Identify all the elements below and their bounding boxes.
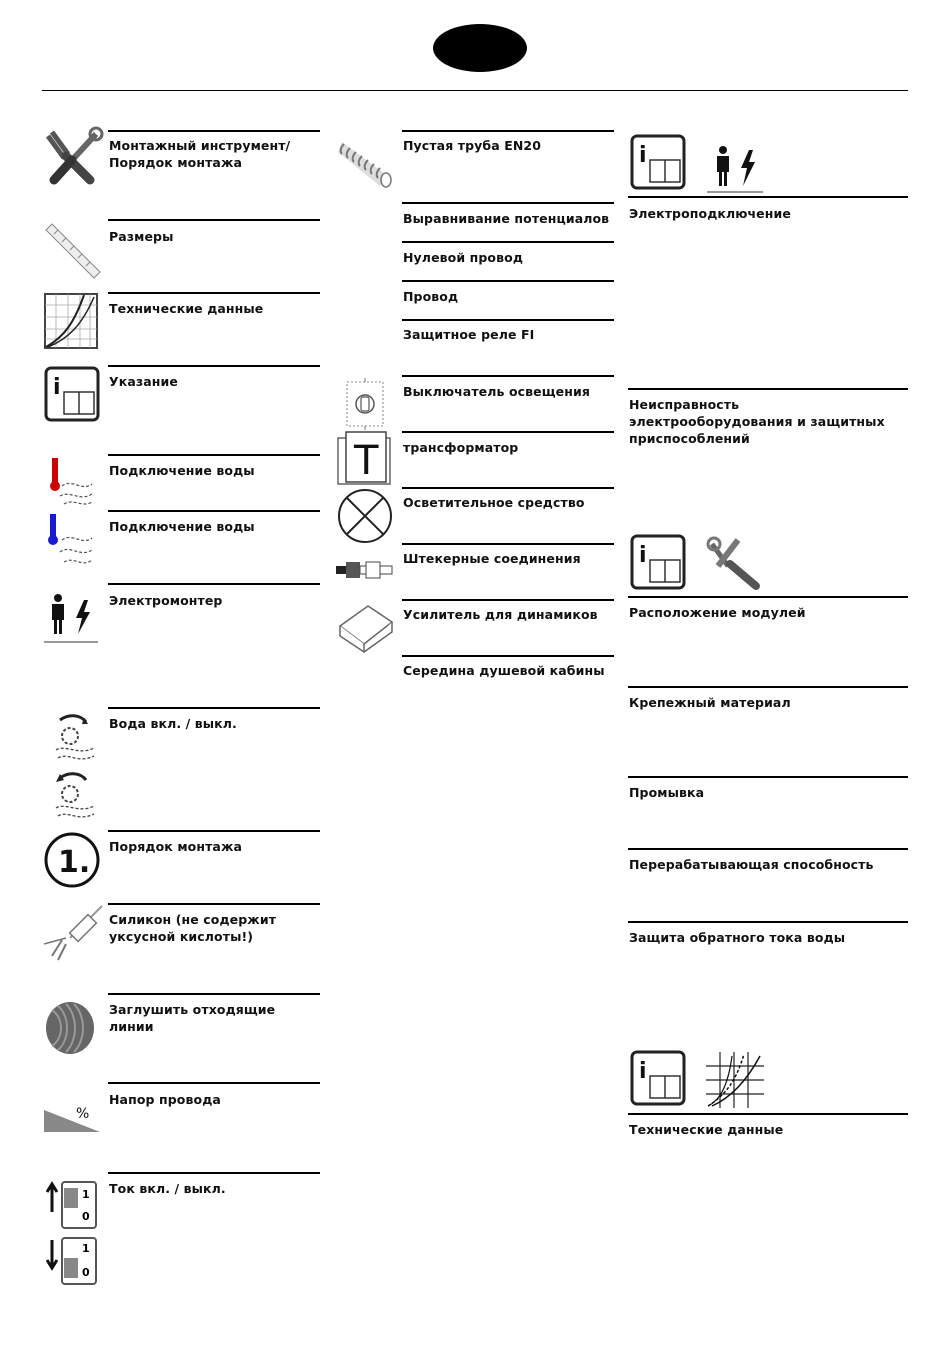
- pipe-plug-icon: [44, 1000, 96, 1056]
- cold-water-connection-icon: [46, 512, 96, 570]
- svg-text:1: 1: [82, 1188, 90, 1201]
- divider: [628, 596, 908, 598]
- svg-text:0: 0: [82, 1266, 90, 1279]
- divider: [628, 776, 908, 778]
- label-flushing: Промывка: [629, 785, 705, 800]
- label-malfunction-3: приспособлений: [629, 431, 750, 446]
- svg-text:T: T: [354, 438, 379, 484]
- divider: [108, 830, 320, 832]
- amplifier-box-icon: [336, 600, 394, 652]
- svg-text:i: i: [639, 543, 647, 568]
- divider: [402, 319, 614, 321]
- svg-text:i: i: [53, 375, 61, 400]
- divider: [402, 599, 614, 601]
- label-shower-center: Середина душевой кабины: [403, 663, 605, 678]
- label-malfunction-2: электрооборудования и защитных: [629, 414, 885, 429]
- electrician-icon: [44, 588, 98, 644]
- divider: [402, 487, 614, 489]
- chart-graph-icon: [44, 293, 98, 349]
- label-processing-capacity: Перерабатывающая способность: [629, 857, 874, 872]
- electrician-icon: [707, 138, 763, 194]
- ruler-icon: [44, 222, 102, 278]
- label-rcd: Защитное реле FI: [403, 327, 535, 342]
- label-plug-drain-lines-2: линии: [109, 1019, 154, 1034]
- divider: [628, 848, 908, 850]
- divider: [108, 510, 320, 512]
- label-malfunction: Неисправность: [629, 397, 740, 412]
- info-book-icon: [630, 1050, 686, 1106]
- divider: [108, 1172, 320, 1174]
- divider: [402, 431, 614, 433]
- label-light-switch: Выключатель освещения: [403, 384, 590, 399]
- label-speaker-amplifier: Усилитель для динамиков: [403, 607, 598, 622]
- label-fastening-material: Крепежный материал: [629, 695, 791, 710]
- divider: [628, 388, 908, 390]
- plug-connector-icon: [334, 558, 394, 582]
- divider: [628, 1113, 908, 1115]
- divider: [108, 1082, 320, 1084]
- silicone-gun-icon: [42, 904, 104, 962]
- divider: [108, 707, 320, 709]
- svg-text:i: i: [639, 1059, 647, 1084]
- info-book-icon: [44, 366, 100, 422]
- label-water-on-off: Вода вкл. / выкл.: [109, 716, 237, 731]
- label-electrician: Электромонтер: [109, 593, 223, 608]
- label-mounting-order-step: Порядок монтажа: [109, 839, 243, 854]
- divider: [402, 202, 614, 204]
- label-dimensions: Размеры: [109, 229, 174, 244]
- wrench-screwdriver-icon: [42, 128, 102, 186]
- transformer-icon: [336, 430, 392, 486]
- lamp-icon: [337, 488, 393, 544]
- divider: [108, 993, 320, 995]
- divider: [108, 219, 320, 221]
- hot-water-connection-icon: [46, 456, 96, 508]
- divider: [402, 375, 614, 377]
- label-line-pressure: Напор провода: [109, 1092, 221, 1107]
- language-marker-oval: [433, 24, 527, 72]
- divider: [402, 130, 614, 132]
- svg-text:1: 1: [82, 1242, 90, 1255]
- svg-text:i: i: [639, 143, 647, 168]
- light-switch-icon: [345, 378, 385, 430]
- divider: [108, 903, 320, 905]
- slope-percent-icon: [44, 1098, 100, 1134]
- label-neutral-wire: Нулевой провод: [403, 250, 524, 265]
- label-module-layout: Расположение модулей: [629, 605, 806, 620]
- label-plug-drain-lines: Заглушить отходящие: [109, 1002, 276, 1017]
- label-electrical-connection: Электроподключение: [629, 206, 791, 221]
- label-technical-data-2: Технические данные: [629, 1122, 784, 1137]
- divider: [108, 454, 320, 456]
- divider: [628, 921, 908, 923]
- step-one-icon: [44, 832, 100, 888]
- corrugated-pipe-icon: [336, 136, 394, 190]
- svg-text:%: %: [76, 1106, 90, 1122]
- divider: [108, 130, 320, 132]
- label-silicone-note: уксусной кислоты!): [109, 929, 254, 944]
- water-on-icon: [50, 712, 100, 766]
- label-transformer: трансформатор: [403, 440, 519, 455]
- label-technical-data: Технические данные: [109, 301, 264, 316]
- divider: [628, 196, 908, 198]
- label-plug-connections: Штекерные соединения: [403, 551, 581, 566]
- label-wire: Провод: [403, 289, 459, 304]
- power-switch-on-icon: [44, 1176, 100, 1232]
- chart-graph-icon: [706, 1052, 764, 1108]
- divider: [402, 655, 614, 657]
- label-empty-pipe: Пустая труба EN20: [403, 138, 542, 153]
- label-water-connection-cold: Подключение воды: [109, 519, 255, 534]
- divider: [108, 365, 320, 367]
- label-lamp: Осветительное средство: [403, 495, 585, 510]
- wrench-screwdriver-icon: [706, 536, 766, 590]
- label-potential-equalization: Выравнивание потенциалов: [403, 211, 610, 226]
- label-mounting-tools: Монтажный инструмент/: [109, 138, 291, 153]
- label-backflow-protection: Защита обратного тока воды: [629, 930, 846, 945]
- divider: [402, 543, 614, 545]
- power-switch-off-icon: [44, 1234, 100, 1290]
- label-water-connection-hot: Подключение воды: [109, 463, 255, 478]
- svg-text:1.: 1.: [58, 845, 91, 880]
- info-book-icon: [630, 534, 686, 590]
- label-mounting-order: Порядок монтажа: [109, 155, 243, 170]
- label-silicone: Силикон (не содержит: [109, 912, 277, 927]
- water-off-icon: [50, 770, 100, 824]
- label-power-on-off: Ток вкл. / выкл.: [109, 1181, 226, 1196]
- info-book-icon: [630, 134, 686, 190]
- label-note: Указание: [109, 374, 178, 389]
- header-rule: [42, 90, 908, 91]
- divider: [108, 583, 320, 585]
- svg-text:0: 0: [82, 1210, 90, 1223]
- divider: [108, 292, 320, 294]
- divider: [628, 686, 908, 688]
- divider: [402, 280, 614, 282]
- divider: [402, 241, 614, 243]
